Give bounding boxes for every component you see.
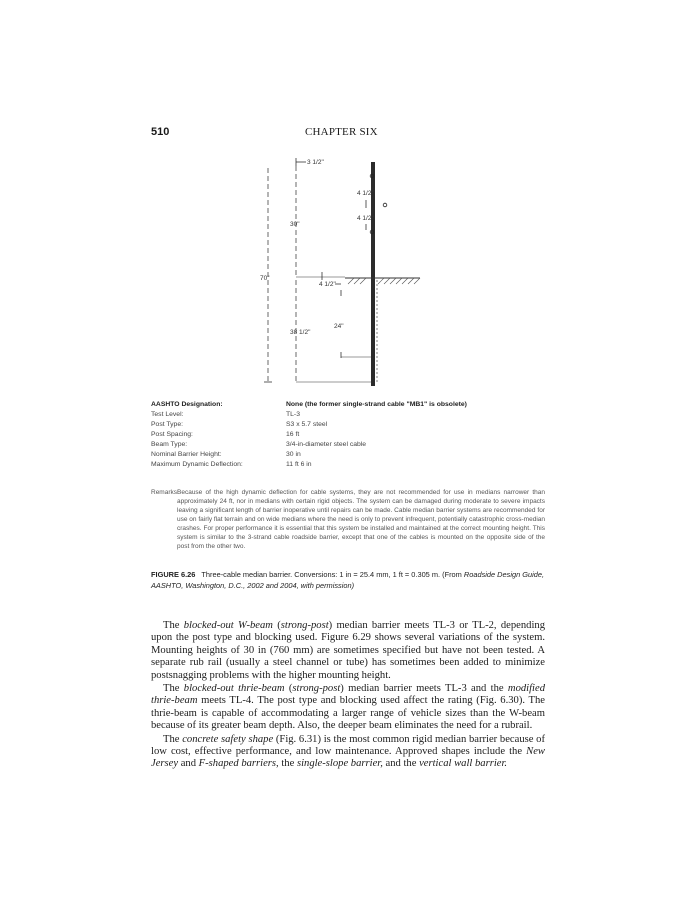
remarks-text: Because of the high dynamic deflection for cable systems, they are not recommended for use in medians narrower than approximately 24 ft, nor in medians with certain rigid objects. The system can be damaged during moderate to severe impacts leaving a significant length of barrier inoperative until repairs can be made. Cable median barrier systems are recommended for use on fairly flat terrain and on wide medians where the need is only to prevent infrequent, potentially catastrophic cross-median crashes. For proper performance it is essential that this system be installed and maintained at the correct mounting height. This system is similar to the 3-strand cable roadside barrier, except that one of the cables is mounted on the opposite side of the post from the other two. xyxy=(177,489,545,550)
chapter-title: CHAPTER SIX xyxy=(305,126,378,138)
spec-key: Test Level: xyxy=(151,411,184,418)
spec-row xyxy=(151,450,551,460)
figure-remarks xyxy=(151,488,545,551)
ground-hatch xyxy=(348,278,420,284)
spec-key: Nominal Barrier Height: xyxy=(151,451,222,458)
dim-spacing-lower: 4 1/2" xyxy=(357,215,374,222)
caption-text: Three-cable median barrier. Conversions: 1 in = 25.4 mm, 1 ft = 0.305 m. xyxy=(201,570,441,579)
cable-opposite xyxy=(383,203,387,207)
spec-value: 11 ft 6 in xyxy=(286,461,312,468)
spec-key: Post Type: xyxy=(151,421,183,428)
spec-key: AASHTO Designation: xyxy=(151,401,223,408)
spec-value: TL-3 xyxy=(286,411,300,418)
spec-value: S3 x 5.7 steel xyxy=(286,421,328,428)
dim-barrier-height: 30" xyxy=(290,221,300,228)
spec-row xyxy=(151,410,551,420)
spec-row xyxy=(151,420,551,430)
spec-row xyxy=(151,400,551,410)
spec-value: None (the former single-strand cable "MB1" is obsolete) xyxy=(286,401,467,408)
page-number: 510 xyxy=(151,126,170,138)
figure-label: FIGURE 6.26 xyxy=(151,570,196,579)
dim-total-height: 70" xyxy=(260,275,270,282)
spec-value: 30 in xyxy=(286,451,301,458)
dim-spacing-upper: 4 1/2" xyxy=(357,190,374,197)
paragraph: The blocked-out thrie-beam (strong-post) median barrier meets TL-3 and the modified thrie-beam meets TL-4. The post type and blocking used affect the rating (Fig. 6.30). The thrie-beam is capable of accommodating a larger range of vehicle sizes than the W-beam because of its greater beam depth. Also, the deeper beam eliminates the need for a rubrail. xyxy=(151,683,545,732)
spec-table xyxy=(151,400,551,470)
spec-value: 16 ft xyxy=(286,431,300,438)
dim-post-width: 4 1/2" xyxy=(319,281,336,288)
spec-key: Maximum Dynamic Deflection: xyxy=(151,461,243,468)
spec-key: Post Spacing: xyxy=(151,431,193,438)
spec-value: 3/4-in-diameter steel cable xyxy=(286,441,367,448)
body-text xyxy=(151,620,545,772)
spec-row xyxy=(151,430,551,440)
figure-caption xyxy=(151,569,545,591)
remarks-label: Remarks: xyxy=(151,489,179,496)
paragraph: The concrete safety shape (Fig. 6.31) is the most common rigid median barrier because of low cost, effective performance, and low maintenance. Approved shapes include the New Jersey and F-shaped barriers, the single-slope barrier, and the vertical wall barrier. xyxy=(151,733,546,770)
spec-key: Beam Type: xyxy=(151,441,188,448)
caption-source-pre: (From xyxy=(442,570,462,579)
spec-row xyxy=(151,440,551,450)
paragraph: The blocked-out W-beam (strong-post) median barrier meets TL-3 or TL-2, depending upon the post type and blocking used. Figure 6.29 shows several variations of the system. Mounting heights of 30 in (760 mm) are sometimes specified but have not been tested. A separate rub rail (usually a steel channel or tube) has sometimes been added to minimize postsnagging problems with the higher mounting height. xyxy=(151,620,545,681)
dim-embedment: 38 1/2" xyxy=(290,329,311,336)
dim-top-offset: 3 1/2" xyxy=(307,159,324,166)
dim-footing: 24" xyxy=(334,323,344,330)
caption-source: Roadside Design Guide, AASHTO, Washington, D.C., 2002 and 2004, with permission) xyxy=(151,570,545,590)
spec-row xyxy=(151,460,551,470)
